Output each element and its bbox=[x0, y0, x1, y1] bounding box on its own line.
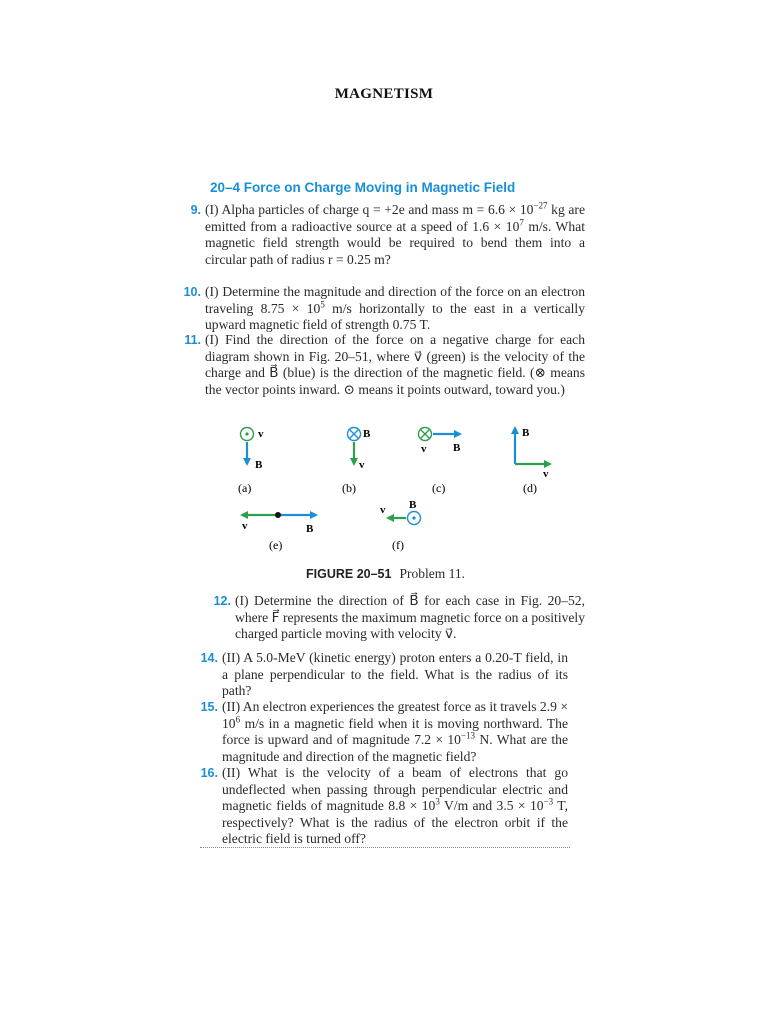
problem-14 bbox=[200, 650, 568, 700]
problem-text: (II) An electron experiences the greatest force as it travels $2.9 \times 10^6$ m/s in a magnetic field when it is moving northward. The force is upward and of magnitude $7.2 \times 10^{-13}$ N. What are the magnitude and direction of the magnetic field? bbox=[222, 699, 568, 764]
label-v: v⃗ bbox=[380, 504, 395, 516]
panel-label: (f) bbox=[392, 538, 404, 552]
figure-caption bbox=[306, 566, 465, 582]
panel-label: (b) bbox=[342, 481, 356, 495]
label-v: v⃗ bbox=[421, 443, 436, 455]
label-b: B⃗ bbox=[522, 427, 538, 439]
panel-b bbox=[342, 428, 379, 496]
label-b: B⃗ bbox=[255, 459, 271, 471]
problem-text: (I) Determine the magnitude and direction of the force on an electron traveling $8.75 \times 10^5$ m/s horizontally to the east in a vertically upward magnetic field of strength 0.75 T. bbox=[205, 284, 586, 333]
panel-label: (e) bbox=[269, 538, 283, 552]
problem-15 bbox=[200, 699, 568, 765]
problem-text: (II) What is the velocity of a beam of electrons that go undeflected when passing through perpendicular electric and magnetic fields of magnitude $8.8 \times 10^3$ V/m and $3.5 \times 10^{-3}$ T, respectively? What is the radius of the electron orbit if the electric field is turned off? bbox=[222, 765, 568, 847]
label-v: v⃗ bbox=[258, 428, 273, 440]
label-b: B⃗ bbox=[306, 523, 322, 535]
panel-label: (c) bbox=[432, 481, 446, 495]
label-b: B⃗ bbox=[409, 499, 425, 511]
problem-number: 10. bbox=[183, 285, 201, 299]
caption-label: FIGURE 20–51 bbox=[306, 567, 392, 581]
panel-label: (a) bbox=[238, 481, 252, 495]
figure-20-51 bbox=[230, 420, 570, 560]
problem-number: 12. bbox=[213, 594, 231, 608]
problem-11 bbox=[184, 332, 585, 398]
problem-number: 11. bbox=[184, 333, 201, 347]
problem-number: 9. bbox=[190, 203, 201, 217]
problem-number: 16. bbox=[200, 766, 218, 780]
panel-d bbox=[515, 427, 557, 495]
problem-text: (I) Determine the direction of B⃗ for each case in Fig. 20–52, where F⃗ represents the maximum magnetic force on a positively charged particle moving with velocity v⃗. bbox=[235, 593, 585, 642]
problem-9 bbox=[190, 200, 585, 268]
problem-12 bbox=[213, 593, 585, 643]
label-v: v⃗ bbox=[543, 468, 558, 480]
problem-text: (II) A 5.0-MeV (kinetic energy) proton enters a 0.20-T field, in a plane perpendicular to the field. What is the radius of its path? bbox=[222, 650, 568, 699]
caption-text: Problem 11. bbox=[399, 566, 465, 581]
panel-a bbox=[238, 428, 272, 496]
panel-label: (d) bbox=[523, 481, 537, 495]
problem-text: (I) Find the direction of the force on a negative charge for each diagram shown in Fig. 20–51, where v⃗ (green) is the velocity of the charge and B⃗ (blue) is the direction of the magnetic field. (⊗ means the vector points inward. ⊙ means it points outward, toward you.) bbox=[205, 332, 585, 397]
problem-text: (I) Alpha particles of charge q = +2e and mass $m = 6.6 \times 10^{-27}$ kg are emitted from a radioactive source at a speed of $1.6 \times 10^7$ m/s. What magnetic field strength would be required to bend them into a circular path of radius r = 0.25 m? bbox=[205, 200, 585, 267]
label-b: B⃗ bbox=[363, 428, 379, 440]
panel-f bbox=[380, 499, 425, 552]
label-b: B⃗ bbox=[453, 442, 469, 454]
cropped-line bbox=[200, 846, 570, 850]
panel-c bbox=[419, 428, 469, 496]
panel-e bbox=[242, 512, 322, 552]
page-title: MAGNETISM bbox=[334, 86, 434, 102]
label-v: v⃗ bbox=[359, 459, 374, 471]
label-v: v⃗ bbox=[242, 520, 257, 532]
charge-dot bbox=[275, 512, 281, 518]
problem-16 bbox=[200, 765, 568, 848]
problem-10 bbox=[183, 284, 586, 334]
problem-number: 14. bbox=[200, 651, 218, 665]
problem-number: 15. bbox=[200, 700, 218, 714]
section-heading: 20–4 Force on Charge Moving in Magnetic Field bbox=[210, 180, 516, 195]
